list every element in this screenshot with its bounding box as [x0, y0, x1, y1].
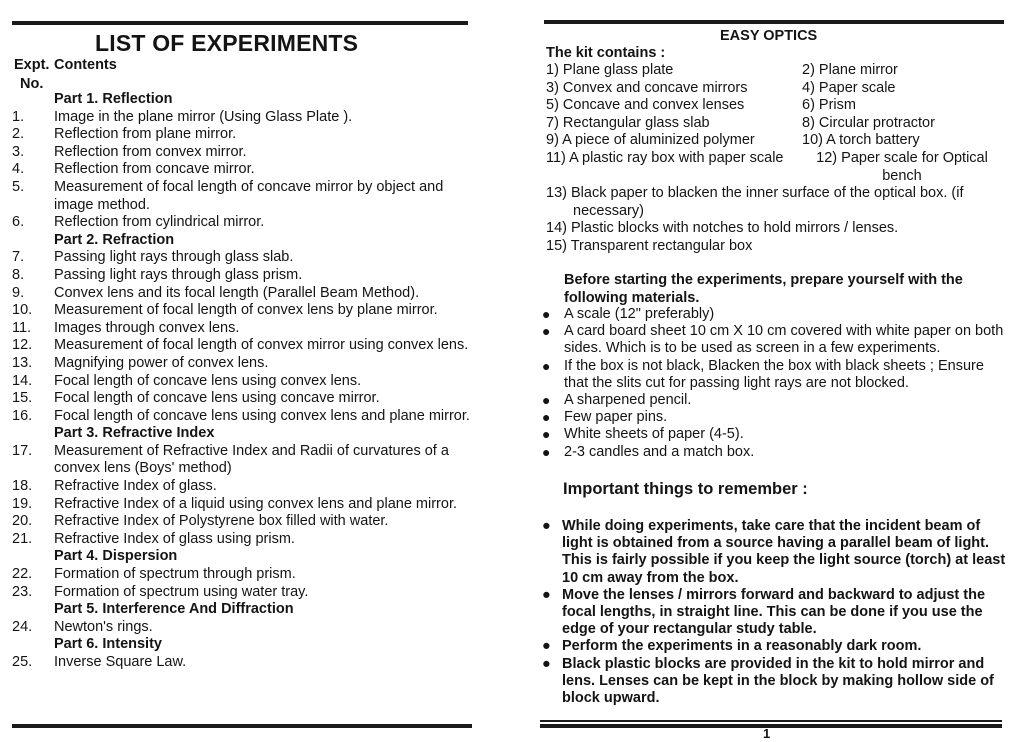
- before-heading: Before starting the experiments, prepare yourself with the following materials.: [564, 272, 963, 306]
- experiment-item: [12, 478, 472, 496]
- bullet-icon: ●: [542, 586, 551, 603]
- experiment-item: [12, 302, 472, 320]
- experiment-item: [12, 531, 472, 549]
- experiment-number: 13.: [12, 354, 33, 371]
- right-top-rule: [544, 20, 1004, 24]
- part-title: Part 1. Reflection: [54, 91, 173, 107]
- experiment-text: Passing light rays through glass prism.: [54, 266, 303, 283]
- kit-row: [546, 80, 996, 98]
- kit-row: [546, 132, 996, 150]
- experiment-number: 1.: [12, 108, 25, 125]
- experiment-item: [12, 566, 472, 584]
- experiment-text: Formation of spectrum through prism.: [54, 566, 296, 583]
- material-item: [540, 358, 1010, 392]
- kit-item: 13) Black paper to blacken the inner surface of the optical box. (if necessary): [546, 184, 964, 219]
- experiment-text: Passing light rays through glass slab.: [54, 249, 294, 266]
- page-title: LIST OF EXPERIMENTS: [95, 30, 359, 56]
- experiment-text: Image in the plane mirror (Using Glass Plate ).: [54, 108, 353, 125]
- bullet-icon: ●: [542, 655, 551, 672]
- left-bottom-rule: [12, 724, 472, 728]
- bullet-icon: ●: [542, 392, 551, 409]
- experiment-item: [12, 390, 472, 408]
- experiment-number: 21.: [12, 530, 33, 547]
- experiment-item: [12, 408, 472, 426]
- material-item: [540, 444, 1010, 461]
- experiment-text: Refractive Index of a liquid using convex lens and plane mirror.: [54, 495, 457, 512]
- rule-item-text: Perform the experiments in a reasonably dark room.: [562, 638, 922, 655]
- part-title: Part 3. Refractive Index: [54, 425, 215, 442]
- experiment-item: [12, 126, 472, 144]
- header-expt: Expt.: [14, 57, 50, 73]
- page-number: 1: [763, 726, 771, 741]
- important-heading: Important things to remember :: [563, 480, 808, 498]
- header-no: No.: [20, 76, 44, 92]
- bullet-icon: ●: [542, 518, 551, 534]
- kit-item-11: 11) A plastic ray box with paper scale: [546, 149, 784, 166]
- experiment-number: 22.: [12, 566, 33, 583]
- experiment-text: Convex lens and its focal length (Parallel Beam Method).: [54, 284, 420, 301]
- experiment-item: [12, 267, 472, 285]
- rule-item-text: Move the lenses / mirrors forward and backward to adjust the focal lengths, in straight line. This can be done if you use the edge of your rectangular study table.: [562, 586, 986, 638]
- material-item: [540, 392, 1010, 409]
- part-heading: [12, 425, 472, 443]
- experiment-item: [12, 144, 472, 162]
- rule-item-text: Black plastic blocks are provided in the kit to hold mirror and lens. Lenses can be kept in the block by making hollow side of block upward.: [562, 655, 994, 707]
- part-title: Part 5. Interference And Diffraction: [54, 601, 294, 618]
- material-item-text: 2-3 candles and a match box.: [564, 443, 755, 460]
- right-page-title: EASY OPTICS: [720, 28, 818, 44]
- experiment-number: 3.: [12, 143, 25, 160]
- experiment-item: [12, 373, 472, 391]
- kit-item: 10) A torch battery: [802, 132, 920, 149]
- experiment-number: 19.: [12, 495, 33, 512]
- kit-item: 5) Concave and convex lenses: [546, 97, 745, 114]
- experiment-number: 18.: [12, 478, 33, 495]
- experiment-number: 5.: [12, 178, 25, 195]
- left-top-rule: [12, 21, 468, 25]
- rule-item: [540, 587, 1010, 639]
- kit-item: 4) Paper scale: [802, 79, 896, 96]
- part-heading: [12, 548, 472, 566]
- part-title: Part 6. Intensity: [54, 636, 162, 653]
- experiment-item: [12, 161, 472, 179]
- experiment-text: Reflection from concave mirror.: [54, 161, 255, 178]
- kit-row: [546, 115, 996, 133]
- kit-row-11-12: [546, 150, 996, 185]
- rule-item: [540, 638, 1010, 655]
- rule-item: [540, 656, 1010, 708]
- materials-list: [540, 306, 1010, 461]
- experiment-text: Focal length of concave lens using convex lens.: [54, 372, 362, 389]
- bullet-icon: ●: [542, 357, 551, 374]
- experiment-number: 14.: [12, 372, 33, 389]
- bullet-icon: ●: [542, 426, 551, 443]
- experiment-number: 20.: [12, 513, 33, 530]
- right-bottom-rule: [540, 720, 1002, 722]
- kit-item: 3) Convex and concave mirrors: [546, 79, 748, 96]
- experiment-number: 4.: [12, 161, 25, 178]
- experiment-text: Reflection from plane mirror.: [54, 126, 237, 143]
- kit-row: [546, 97, 996, 115]
- kit-item: 7) Rectangular glass slab: [546, 114, 710, 131]
- part-heading: [12, 232, 472, 250]
- bullet-icon: ●: [542, 409, 551, 426]
- material-item-text: A sharpened pencil.: [564, 392, 692, 409]
- experiment-text: Measurement of Refractive Index and Radii of curvatures of a convex lens (Boys' method): [54, 442, 449, 477]
- experiment-text: Inverse Square Law.: [54, 654, 187, 670]
- kit-item: 15) Transparent rectangular box: [546, 237, 753, 254]
- experiment-item: [12, 443, 472, 478]
- part-heading: [12, 91, 472, 109]
- experiment-item: [12, 179, 472, 214]
- bullet-icon: ●: [542, 638, 551, 655]
- experiment-item: [12, 214, 472, 232]
- experiment-text: Formation of spectrum using water tray.: [54, 583, 309, 600]
- experiment-item: [12, 285, 472, 303]
- experiment-text: Measurement of focal length of convex mirror using convex lens.: [54, 337, 469, 354]
- experiment-text: Refractive Index of Polystyrene box filled with water.: [54, 513, 389, 530]
- experiment-text: Newton's rings.: [54, 618, 153, 635]
- experiment-text: Reflection from cylindrical mirror.: [54, 214, 265, 231]
- experiment-text: Focal length of concave lens using concave mirror.: [54, 390, 380, 407]
- experiment-number: 8.: [12, 266, 25, 283]
- experiment-number: 24.: [12, 618, 33, 635]
- kit-item: 1) Plane glass plate: [546, 62, 674, 78]
- experiment-text: Reflection from convex mirror.: [54, 143, 247, 160]
- experiment-text: Measurement of focal length of concave mirror by object and image method.: [54, 178, 444, 213]
- kit-contents: [546, 62, 996, 255]
- rule-item-text: While doing experiments, take care that the incident beam of light is obtained from a source having a parallel beam of light. This is fairly possible if you keep the light source (torch) at least 10 cm away from the box.: [562, 518, 1006, 586]
- experiment-item: [12, 584, 472, 602]
- experiment-item: [12, 654, 472, 672]
- material-item-text: If the box is not black, Blacken the box with black sheets ; Ensure that the slits cut for passing light rays are not blocked.: [564, 357, 984, 391]
- kit-heading: The kit contains :: [546, 45, 666, 61]
- kit-item: 6) Prism: [802, 97, 856, 114]
- experiment-text: Refractive Index of glass using prism.: [54, 530, 295, 547]
- right-bottom-rule-2: [540, 724, 1002, 728]
- material-item: [540, 323, 1010, 357]
- experiment-item: [12, 337, 472, 355]
- part-title: Part 2. Refraction: [54, 231, 175, 248]
- kit-item: 2) Plane mirror: [802, 62, 898, 78]
- header-contents: Contents: [54, 57, 117, 73]
- kit-row: [546, 62, 996, 80]
- experiment-text: Magnifying power of convex lens.: [54, 354, 269, 371]
- experiment-item: [12, 249, 472, 267]
- kit-item: 8) Circular protractor: [802, 114, 935, 131]
- experiment-list: [12, 91, 472, 672]
- material-item: [540, 409, 1010, 426]
- material-item-text: White sheets of paper (4-5).: [564, 426, 744, 443]
- bullet-icon: ●: [542, 443, 551, 460]
- experiment-number: 2.: [12, 126, 25, 143]
- experiment-item: [12, 320, 472, 338]
- kit-item: 14) Plastic blocks with notches to hold mirrors / lenses.: [546, 220, 899, 237]
- part-heading: [12, 636, 472, 654]
- experiment-number: 25.: [12, 654, 33, 670]
- material-item: [540, 426, 1010, 443]
- experiment-number: 15.: [12, 390, 33, 407]
- experiment-text: Refractive Index of glass.: [54, 478, 217, 495]
- kit-item-12: 12) Paper scale for Optical bench: [816, 149, 988, 184]
- experiment-item: [12, 109, 472, 127]
- part-title: Part 4. Dispersion: [54, 548, 178, 565]
- experiment-text: Focal length of concave lens using convex lens and plane mirror.: [54, 407, 470, 424]
- part-heading: [12, 601, 472, 619]
- experiment-item: [12, 513, 472, 531]
- experiment-number: 6.: [12, 214, 25, 231]
- experiment-number: 7.: [12, 249, 25, 266]
- material-item-text: A card board sheet 10 cm X 10 cm covered with white paper on both sides. Which is to be used as screen in a few experiments.: [564, 323, 1004, 357]
- rules-list: [540, 518, 1010, 707]
- experiment-item: [12, 619, 472, 637]
- material-item: [540, 306, 1010, 323]
- experiment-number: 11.: [12, 319, 32, 336]
- kit-item: 9) A piece of aluminized polymer: [546, 132, 755, 149]
- experiment-number: 12.: [12, 337, 33, 354]
- experiment-text: Images through convex lens.: [54, 319, 240, 336]
- experiment-number: 23.: [12, 583, 33, 600]
- experiment-number: 16.: [12, 407, 33, 424]
- experiment-number: 17.: [12, 442, 33, 459]
- experiment-number: 10.: [12, 302, 33, 319]
- bullet-icon: ●: [542, 323, 551, 340]
- material-item-text: Few paper pins.: [564, 409, 668, 426]
- experiment-item: [12, 496, 472, 514]
- experiment-item: [12, 355, 472, 373]
- material-item-text: A scale (12" preferably): [564, 306, 715, 322]
- experiment-text: Measurement of focal length of convex lens by plane mirror.: [54, 302, 438, 319]
- rule-item: [540, 518, 1010, 587]
- experiment-number: 9.: [12, 284, 25, 301]
- bullet-icon: ●: [542, 306, 551, 322]
